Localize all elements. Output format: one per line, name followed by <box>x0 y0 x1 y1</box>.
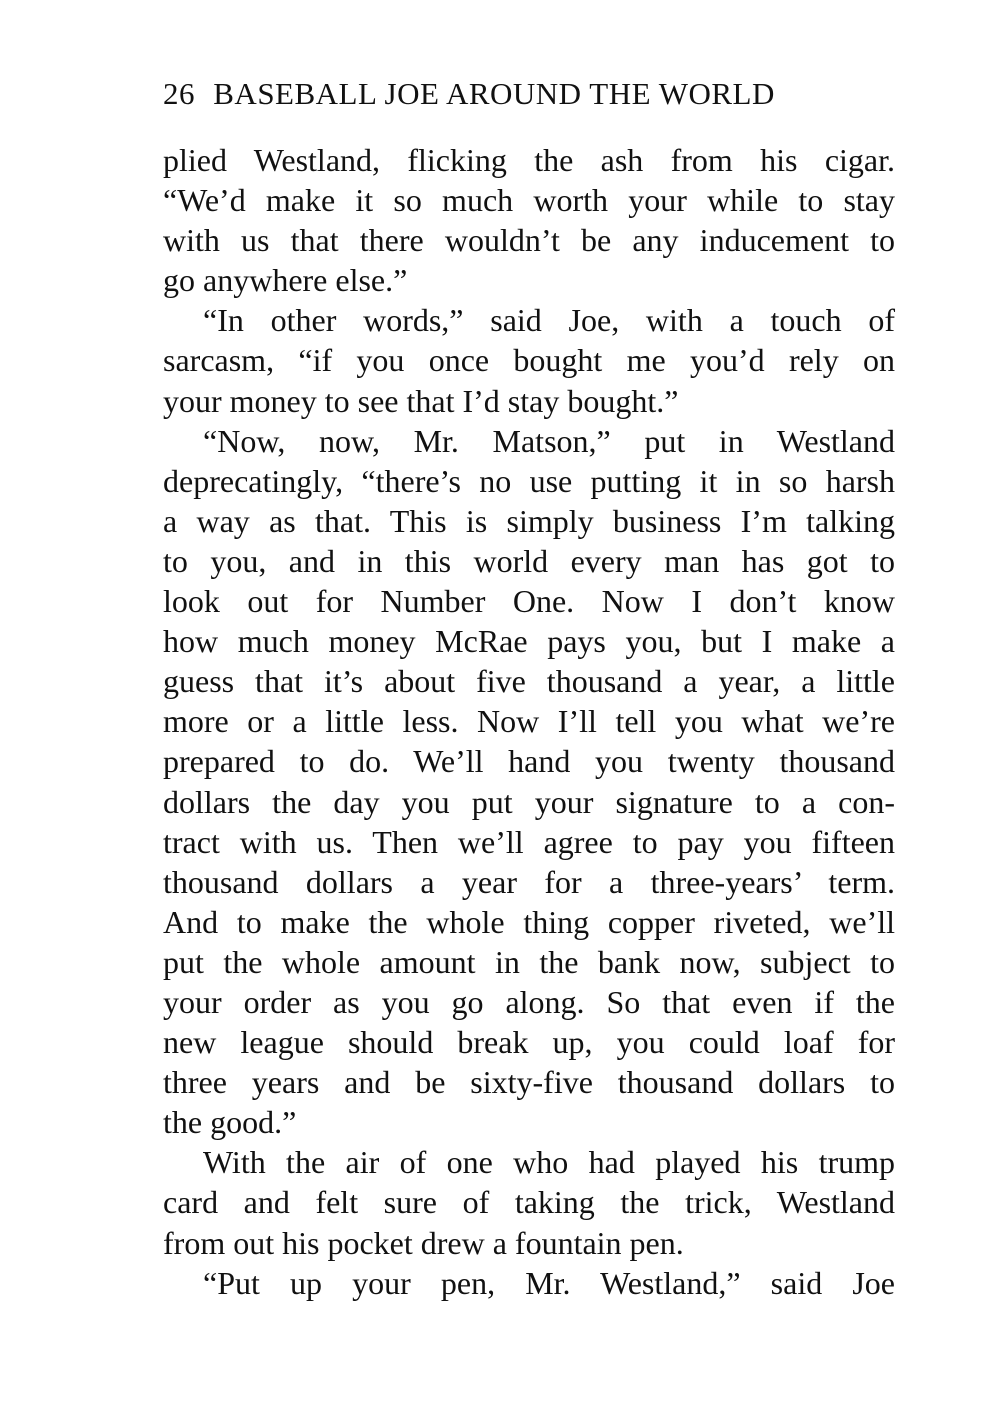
text-line: how much money McRae pays you, but I make a <box>163 623 895 660</box>
text-line: prepared to do. We’ll hand you twenty thousand <box>163 743 895 780</box>
text-line: more or a little less. Now I’ll tell you what we’re <box>163 703 895 740</box>
text-line: go anywhere else.” <box>163 262 408 299</box>
page-number: 26 <box>163 76 195 111</box>
text-line: the good.” <box>163 1104 297 1141</box>
text-line: sarcasm, “if you once bought me you’d rely on <box>163 342 895 379</box>
text-line: dollars the day you put your signature to a con- <box>163 783 895 820</box>
text-line: a way as that. This is simply business I’m talking <box>163 502 895 539</box>
text-line: your order as you go along. So that even if the <box>163 983 895 1020</box>
text-line: new league should break up, you could loaf for <box>163 1024 895 1061</box>
text-line: put the whole amount in the bank now, subject to <box>163 943 895 980</box>
text-line: With the air of one who had played his trump <box>203 1144 895 1181</box>
text-line: look out for Number One. Now I don’t know <box>163 583 895 620</box>
text-line: to you, and in this world every man has got to <box>163 542 895 579</box>
text-line: And to make the whole thing copper riveted, we’ll <box>163 903 895 940</box>
text-line: plied Westland, flicking the ash from his cigar. <box>163 142 895 178</box>
running-header <box>163 76 873 126</box>
text-line: with us that there wouldn’t be any inducement to <box>163 222 895 259</box>
text-line: three years and be sixty-five thousand dollars to <box>163 1064 895 1101</box>
text-line: tract with us. Then we’ll agree to pay you fifteen <box>163 823 895 860</box>
text-line: “Put up your pen, Mr. Westland,” said Joe <box>203 1264 895 1301</box>
text-line: deprecatingly, “there’s no use putting it in so harsh <box>163 462 895 499</box>
text-line: guess that it’s about five thousand a year, a little <box>163 663 895 700</box>
text-line: thousand dollars a year for a three-years’ term. <box>163 863 895 900</box>
text-line: “We’d make it so much worth your while to stay <box>163 182 895 219</box>
text-line: from out his pocket drew a fountain pen. <box>163 1224 684 1261</box>
body-text <box>163 140 895 1303</box>
text-line: “In other words,” said Joe, with a touch of <box>203 302 895 339</box>
text-line: “Now, now, Mr. Matson,” put in Westland <box>203 422 895 459</box>
running-title: BASEBALL JOE AROUND THE WORLD <box>213 76 775 111</box>
text-line: card and felt sure of taking the trick, Westland <box>163 1184 895 1221</box>
text-line: your money to see that I’d stay bought.” <box>163 382 679 419</box>
